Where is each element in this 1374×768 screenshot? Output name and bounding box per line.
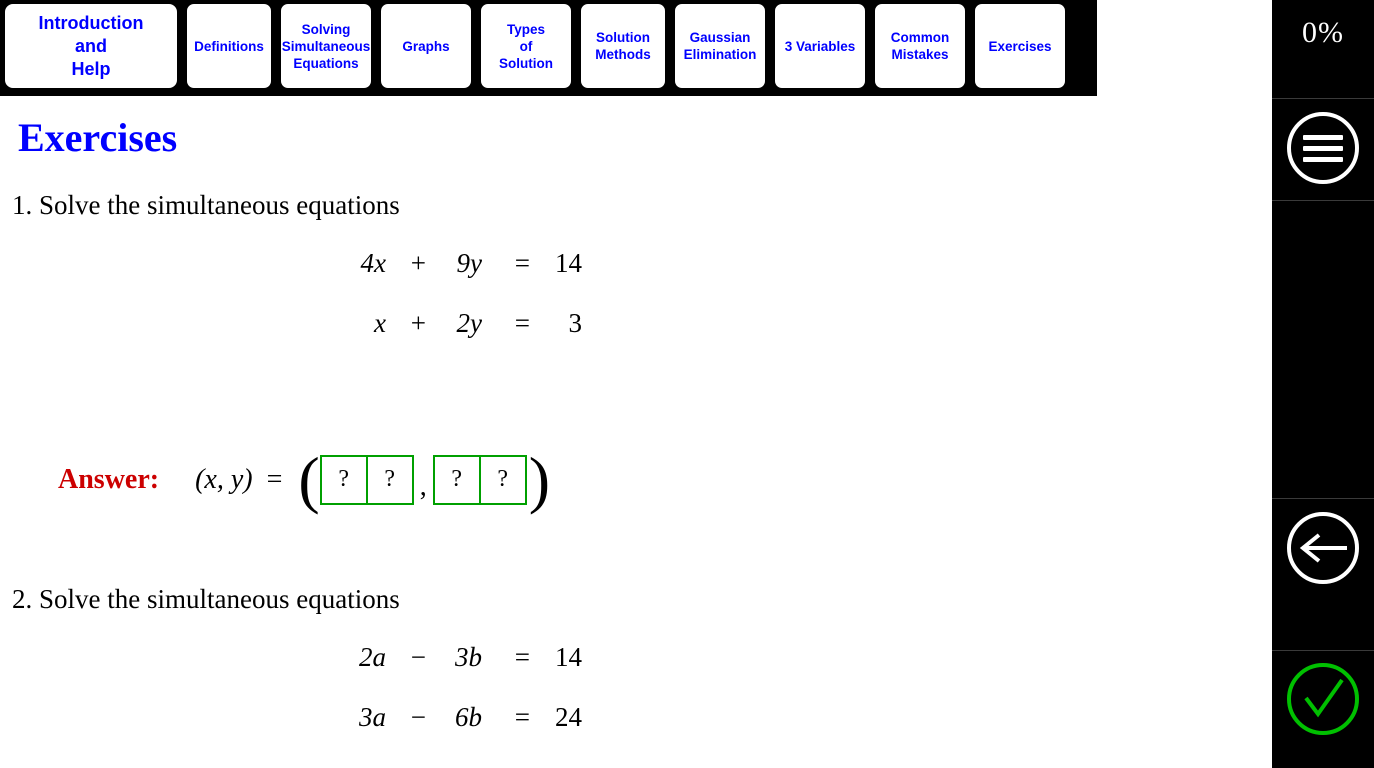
equation-term: 2y (456, 308, 482, 338)
question-number: 1. (12, 190, 33, 220)
tab-label-line: Solution (596, 30, 650, 45)
tab-graphs[interactable] (379, 2, 473, 90)
tab-introduction-and-help[interactable] (3, 2, 179, 90)
equation-rhs: 14 (555, 642, 582, 672)
rail-divider (1272, 98, 1374, 99)
tab-label-line: 3 Variables (784, 38, 856, 54)
equation-row (330, 308, 582, 368)
tab-label-line: Graphs (402, 38, 450, 54)
equation-term: 3b (455, 642, 482, 672)
equation-row (330, 248, 582, 308)
equation-operator: + (410, 308, 426, 338)
answer-equals-sign: = (266, 463, 283, 495)
tab-definitions[interactable] (185, 2, 273, 90)
answer-row (58, 444, 551, 515)
equation-rhs: 3 (568, 308, 582, 338)
back-button[interactable] (1287, 512, 1359, 584)
tab-gaussian-elimination[interactable] (673, 2, 767, 90)
tab-label-line: Definitions (194, 38, 264, 54)
answer-input-x-denominator[interactable]: ? (366, 455, 414, 505)
tab-common-mistakes[interactable] (873, 2, 967, 90)
equals-sign: = (514, 308, 530, 338)
equation-term: 2a (359, 642, 386, 672)
tab-label-line: Solution (499, 55, 553, 71)
progress-percent: 0% (1302, 16, 1344, 49)
check-mark-icon (1300, 676, 1346, 722)
question-1-prompt (12, 190, 400, 221)
equals-sign: = (514, 642, 530, 672)
open-paren: ( (298, 444, 320, 515)
equation-row (330, 702, 582, 762)
equation-term: 3a (359, 702, 386, 732)
tab-label-line: Equations (293, 55, 359, 71)
tab-label-line: Common (890, 30, 950, 45)
answer-label: Answer: (58, 463, 160, 495)
answer-input-y-numerator[interactable]: ? (433, 455, 481, 505)
equals-sign: = (514, 702, 530, 732)
page-title: Exercises (18, 115, 178, 160)
equation-rhs: 14 (555, 248, 582, 278)
question-2-equations (330, 642, 582, 762)
answer-input-y-denominator[interactable]: ? (479, 455, 527, 505)
tab-exercises[interactable] (973, 2, 1067, 90)
answer-variables: (x, y) (195, 463, 253, 495)
equation-term: 9y (456, 248, 482, 278)
tab-label-line: Solving (301, 21, 351, 37)
close-paren: ) (528, 444, 551, 515)
tab-label-line: and (74, 35, 107, 56)
tab-3-variables[interactable] (773, 2, 867, 90)
tab-label-line: Mistakes (891, 47, 949, 62)
check-answer-button[interactable] (1287, 663, 1359, 735)
question-number: 2. (12, 584, 33, 614)
answer-x-boxes (322, 455, 414, 505)
rail-divider (1272, 650, 1374, 651)
tab-label-line: Help (71, 58, 111, 79)
question-text: Solve the simultaneous equations (39, 584, 400, 614)
question-1-equations (330, 248, 582, 368)
question-2-prompt (12, 584, 400, 615)
topic-tab-bar (0, 0, 1097, 96)
tab-solving-simultaneous-equations[interactable] (279, 2, 373, 90)
tab-label-line: Simultaneous (281, 38, 371, 54)
equation-operator: − (410, 702, 426, 732)
answer-y-boxes (435, 455, 527, 505)
equation-term: x (374, 308, 386, 338)
equation-operator: − (410, 642, 426, 672)
tab-label-line: Elimination (683, 47, 757, 62)
menu-button[interactable] (1287, 112, 1359, 184)
equation-term: 4x (360, 248, 386, 278)
tab-label-line: Introduction (38, 12, 144, 33)
right-toolbar (1272, 0, 1374, 768)
answer-input-x-numerator[interactable]: ? (320, 455, 368, 505)
equation-rhs: 24 (555, 702, 582, 732)
equals-sign: = (514, 248, 530, 278)
tab-types-of-solution[interactable] (479, 2, 573, 90)
tab-label-line: of (519, 38, 533, 54)
hamburger-menu-icon (1303, 129, 1343, 168)
answer-comma: , (419, 471, 427, 503)
tab-label-line: Types (506, 21, 545, 37)
tab-label-line: Exercises (988, 38, 1052, 54)
slide-content (0, 96, 1272, 756)
question-text: Solve the simultaneous equations (39, 190, 400, 220)
equation-term: 6b (455, 702, 482, 732)
left-arrow-icon (1297, 530, 1349, 566)
tab-solution-methods[interactable] (579, 2, 667, 90)
tab-label-line: Gaussian (689, 30, 751, 45)
rail-divider (1272, 200, 1374, 201)
equation-operator: + (410, 248, 426, 278)
equation-row (330, 642, 582, 702)
tab-label-line: Methods (595, 47, 651, 62)
rail-divider (1272, 498, 1374, 499)
